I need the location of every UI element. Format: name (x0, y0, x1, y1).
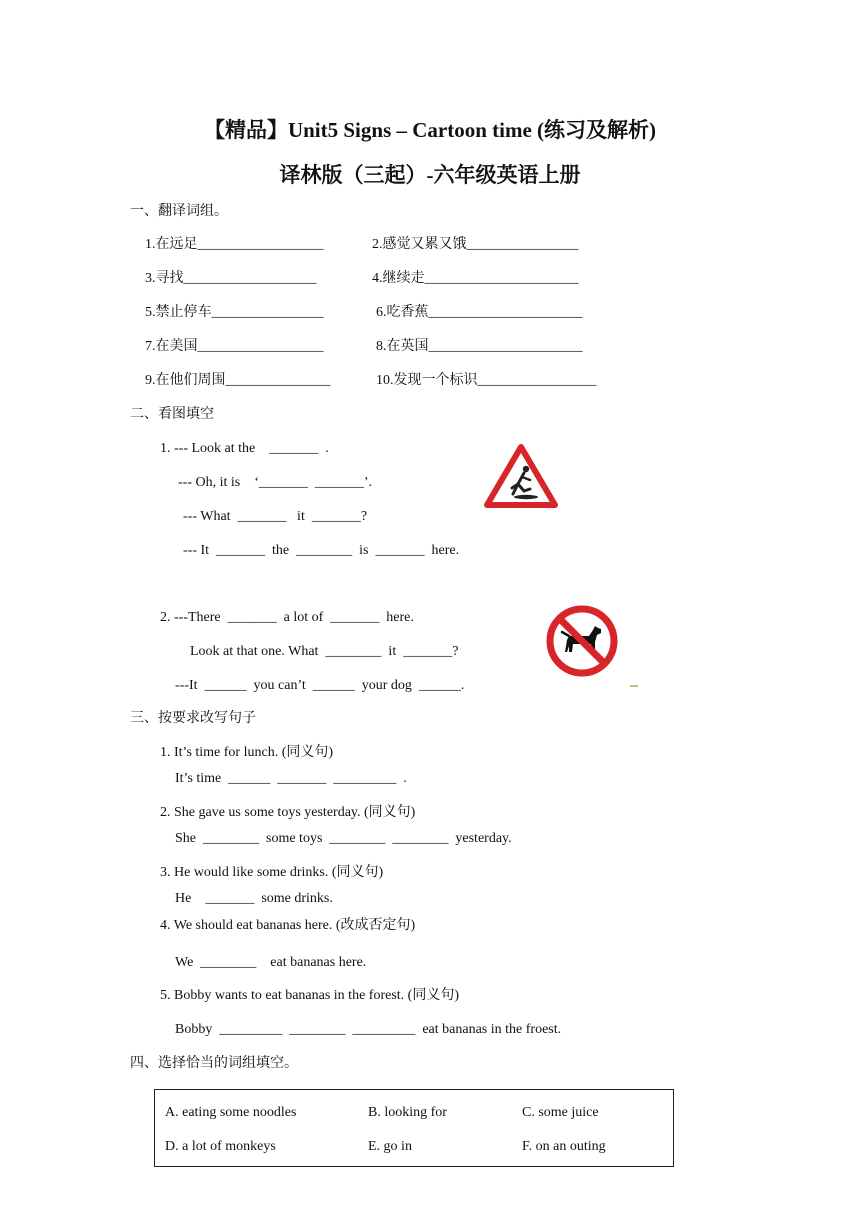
s1-item-5: 5.禁止停车________________ (145, 305, 324, 320)
stray-mark (630, 685, 638, 687)
option-d: D. a lot of monkeys (165, 1139, 276, 1154)
s3-a4: We ________ eat bananas here. (175, 955, 367, 970)
s3-a2: She ________ some toys ________ ________ yesterday. (175, 831, 512, 846)
s2-q1-line1: 1. --- Look at the _______ . (160, 441, 329, 456)
s1-item-8: 8.在英国______________________ (376, 339, 583, 354)
section3-heading: 三、按要求改写句子 (130, 711, 256, 726)
option-f: F. on an outing (522, 1139, 606, 1154)
section1-heading: 一、翻译词组。 (130, 204, 228, 219)
s1-item-4: 4.继续走______________________ (372, 271, 579, 286)
page-subtitle: 译林版（三起）-六年级英语上册 (279, 163, 581, 187)
option-a: A. eating some noodles (165, 1105, 297, 1120)
s3-q4: 4. We should eat bananas here. (改成否定句) (160, 918, 416, 933)
s1-item-7: 7.在美国__________________ (145, 339, 324, 354)
section2-heading: 二、看图填空 (130, 407, 214, 422)
s3-q1: 1. It’s time for lunch. (同义句) (160, 745, 334, 760)
s3-a1: It’s time ______ _______ _________ . (175, 771, 407, 786)
s2-q1-line2: --- Oh, it is ‘_______ _______’. (178, 475, 373, 490)
s3-a5: Bobby _________ ________ _________ eat bananas in the froest. (175, 1022, 562, 1037)
s1-item-10: 10.发现一个标识_________________ (376, 373, 597, 388)
word-options-box (154, 1089, 674, 1167)
s2-q1-line4: --- It _______ the ________ is _______ here. (183, 543, 460, 558)
option-b: B. looking for (368, 1105, 447, 1120)
s1-item-6: 6.吃香蕉______________________ (376, 305, 583, 320)
s1-item-3: 3.寻找___________________ (145, 271, 317, 286)
s2-q2-line3: ---It ______ you can’t ______ your dog ______. (175, 678, 465, 693)
page-title: 【精品】Unit5 Signs – Cartoon time (练习及解析) (203, 118, 657, 142)
option-e: E. go in (368, 1139, 412, 1154)
wet-floor-warning-sign-icon (484, 444, 558, 508)
s2-q1-line3: --- What _______ it _______? (183, 509, 368, 524)
s1-item-9: 9.在他们周围_______________ (145, 373, 331, 388)
s2-q2-line2: Look at that one. What ________ it _______? (190, 644, 459, 659)
s3-a3: He _______ some drinks. (175, 891, 333, 906)
s3-q2: 2. She gave us some toys yesterday. (同义句) (160, 805, 416, 820)
s1-item-1: 1.在远足__________________ (145, 237, 324, 252)
section4-heading: 四、选择恰当的词组填空。 (130, 1056, 298, 1071)
s1-item-2: 2.感觉又累又饿________________ (372, 237, 579, 252)
s2-q2-line1: 2. ---There _______ a lot of _______ here. (160, 610, 414, 625)
s3-q3: 3. He would like some drinks. (同义句) (160, 865, 384, 880)
option-c: C. some juice (522, 1105, 599, 1120)
s3-q5: 5. Bobby wants to eat bananas in the forest. (同义句) (160, 988, 459, 1003)
no-dogs-sign-icon (545, 604, 619, 678)
